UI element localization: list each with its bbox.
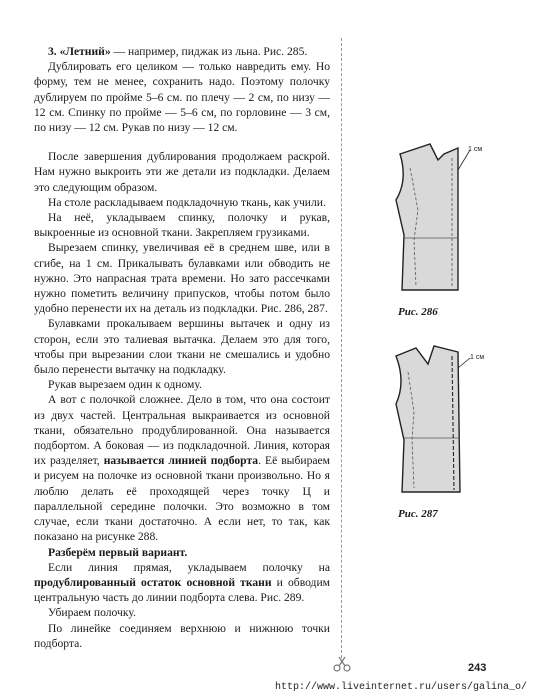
text-run: Если линия прямая, укладываем полочку на bbox=[48, 560, 330, 574]
paragraph bbox=[34, 44, 330, 59]
dimension-label-286: 1 см bbox=[468, 146, 483, 153]
text-run: и обводим центральную часть до линии подборта слева. Рис. 289. bbox=[34, 575, 330, 605]
bold-text-run: продублированный остаток основной ткани bbox=[34, 575, 272, 589]
paragraph bbox=[34, 560, 330, 606]
text-run: На неё, укладываем спинку, полочку и рукав, выкроенные из основной ткани. Закрепляем грузиками. bbox=[34, 211, 330, 240]
dimension-label-287: 1 см bbox=[470, 354, 485, 361]
figure-287-caption: Рис. 287 bbox=[398, 508, 438, 520]
text-run: Булавками прокалываем вершины вытачек и одну из сторон, если это талиевая вытачка. Делаем это для того, чтобы при вырезании слои ткани не смешались и удобно было перенести вытачку на подкладку. bbox=[34, 317, 330, 377]
bold-text-run: Разберём первый вариант. bbox=[48, 545, 188, 559]
text-run: — например, пиджак из льна. Рис. 285. bbox=[110, 45, 308, 58]
text-run: Дублировать его целиком — только навредить ему. Но форму, тем не менее, сохранить надо. Поэтому полочку дублируем по пройме 5–6 см. по плечу — 2 см, по низу — 12 см. Спинку по пройме — 5–6 см, по горловине — 3 см, по низу — 12 см. Рукав по низу — 12 см. bbox=[34, 60, 330, 135]
paragraph bbox=[34, 316, 330, 377]
text-run: Убираем полочку. bbox=[48, 606, 136, 620]
figure-286 bbox=[388, 140, 498, 295]
paragraph bbox=[34, 59, 330, 135]
body-text-column bbox=[34, 44, 330, 651]
watermark-url[interactable]: http://www.liveinternet.ru/users/galina_o/ bbox=[275, 682, 528, 693]
paragraph bbox=[34, 240, 330, 316]
text-run: . Её выбираем и рисуем на полочке из основной ткани произвольно. Но я люблю делать её проходящей через точку Ц и параллельной середине полочки. Это возможно в том случае, если ткани достаточно. А если нет, то так, как показано на рисунке 288. bbox=[34, 454, 330, 544]
text-run: Вырезаем спинку, увеличивая её в среднем шве, или в сгибе, на 1 см. Прикалывать булавками или обводить не нужно. Это напрасная трата времени. Но зато рассечками нужно пометить величину припусков, чтобы потом было удобно перенести их на деталь из подкладки. Рис. 286, 287. bbox=[34, 241, 330, 316]
text-run: А вот с полочкой сложнее. Дело в том, что она состоит из двух частей. Центральная выкраивается из основной ткани, обязательно продублированной. Она называется подбортом. А боковая — из подкладочной. Линия, которая их разделяет, bbox=[34, 393, 330, 468]
text-run: На столе раскладываем подкладочную ткань, как учили. bbox=[48, 195, 326, 209]
dashed-cut-line bbox=[341, 38, 342, 658]
pattern-drawing-286 bbox=[388, 140, 498, 295]
bold-text-run: называется линией подборта bbox=[103, 454, 259, 468]
figure-286-caption: Рис. 286 bbox=[398, 306, 438, 318]
text-run: Рукав вырезаем один к одному. bbox=[48, 378, 202, 392]
figure-287 bbox=[388, 342, 498, 497]
paragraph bbox=[34, 210, 330, 240]
paragraph bbox=[34, 377, 330, 392]
page-number: 243 bbox=[468, 662, 487, 674]
paragraph bbox=[34, 392, 330, 544]
paragraph bbox=[34, 149, 330, 195]
paragraph bbox=[34, 621, 330, 651]
text-run: После завершения дублирования продолжаем раскрой. Нам нужно выкроить эти же детали из подкладки. Делаем это следующим образом. bbox=[34, 150, 330, 194]
paragraph bbox=[34, 545, 330, 560]
pattern-drawing-287 bbox=[388, 342, 498, 497]
paragraph bbox=[34, 605, 330, 620]
paragraph bbox=[34, 195, 330, 210]
scissors-icon bbox=[333, 656, 351, 672]
bold-text-run: 3. «Летний» bbox=[48, 45, 111, 58]
text-run: По линейке соединяем верхнюю и нижнюю точки подборта. bbox=[34, 621, 330, 650]
